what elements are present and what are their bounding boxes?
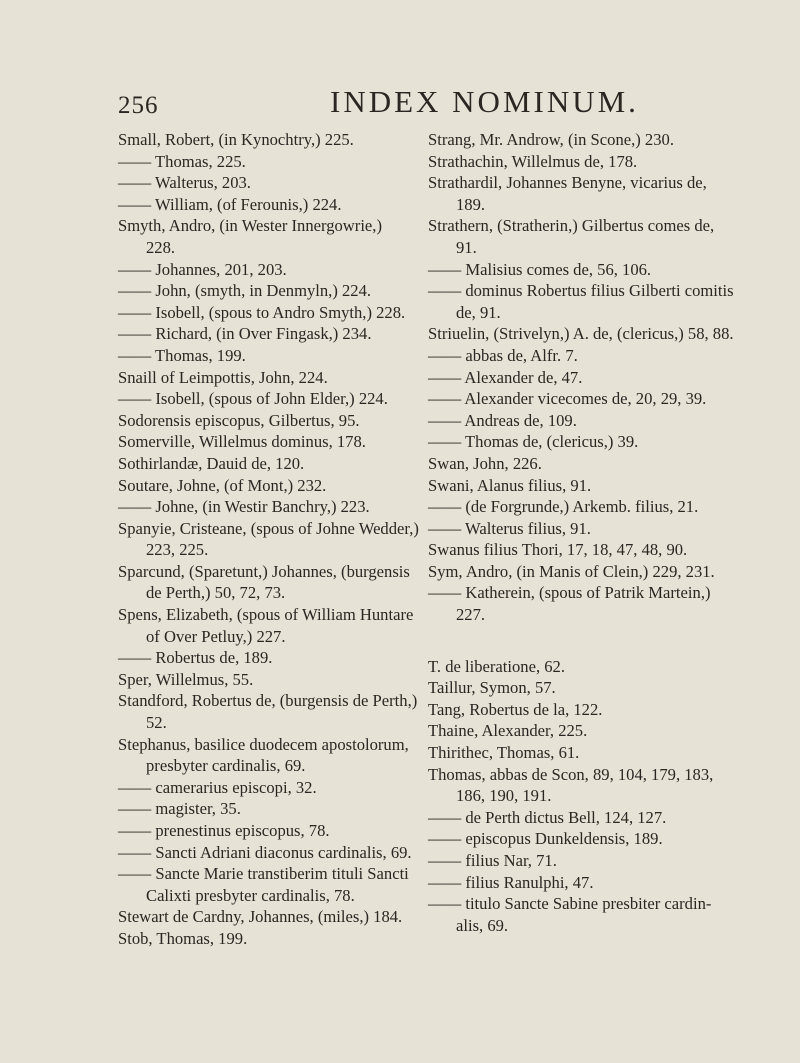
page-title: INDEX NOMINUM. [330,84,639,119]
right-column-t-entries [428,656,768,937]
entry-continuation: 52. [146,713,167,733]
entry-continuation: 227. [456,605,486,625]
index-entry [118,906,418,928]
index-entry [118,690,418,733]
entry-continuation: de, 91. [456,302,501,322]
entry-line: Sper, Willelmus, 55. [118,669,254,689]
entry-line: Swanus filius Thori, 17, 18, 47, 48, 90. [428,540,688,560]
index-entry [118,302,418,324]
entry-line: Snaill of Leimpottis, John, 224. [118,367,328,387]
index-entry [428,475,768,497]
index-entry [428,677,768,699]
index-entry [118,323,418,345]
entry-line: —— titulo Sancte Sabine presbiter cardin- [428,894,712,914]
index-entry [428,518,768,540]
index-entry [118,129,418,151]
entry-line: —— William, (of Ferounis,) 224. [118,194,342,214]
index-entry [118,151,418,173]
index-entry [118,798,418,820]
entry-line: —— Andreas de, 109. [428,410,577,430]
entry-line: Sym, Andro, (in Manis of Clein,) 229, 231. [428,561,715,581]
index-entry [118,863,418,906]
entry-continuation: of Over Petluy,) 227. [146,626,286,646]
index-entry [428,561,768,583]
entry-line: —— Katherein, (spous of Patrik Martein,) [428,583,711,603]
entry-line: Stewart de Cardny, Johannes, (miles,) 184. [118,907,403,927]
index-entry [118,777,418,799]
entry-line: —— Sancti Adriani diaconus cardinalis, 69. [118,842,412,862]
entry-continuation: presbyter cardinalis, 69. [146,756,306,776]
index-entry [428,129,768,151]
page-number: 256 [118,92,159,119]
entry-line: Strang, Mr. Androw, (in Scone,) 230. [428,130,674,149]
index-entry [428,259,768,281]
entry-continuation: 228. [146,237,176,257]
index-entry [428,893,768,936]
index-entry [428,699,768,721]
entry-line: Swani, Alanus filius, 91. [428,475,592,495]
entry-line: Swan, John, 226. [428,453,542,473]
index-entry [428,582,768,625]
entry-line: —— Robertus de, 189. [118,648,273,668]
entry-line: Sodorensis episcopus, Gilbertus, 95. [118,410,360,430]
index-entry [118,215,418,258]
entry-line: Striuelin, (Strivelyn,) A. de, (clericus,) 58, 88. [428,324,734,344]
index-entry [428,345,768,367]
entry-line: —— Johannes, 201, 203. [118,259,287,279]
index-entry [428,496,768,518]
index-entry [118,604,418,647]
index-entry [428,453,768,475]
index-entry [428,764,768,807]
entry-line: Taillur, Symon, 57. [428,678,556,698]
entry-continuation: alis, 69. [456,915,509,935]
index-entry [428,872,768,894]
index-entry [118,820,418,842]
entry-line: —— Alexander vicecomes de, 20, 29, 39. [428,389,707,409]
entry-line: —— (de Forgrunde,) Arkemb. filius, 21. [428,497,699,517]
entry-line: —— magister, 35. [118,799,241,819]
right-column-s-entries [428,129,768,626]
entry-continuation: 91. [456,237,477,257]
entry-line: —— Thomas, 199. [118,345,246,365]
entry-line: —— abbas de, Alfr. 7. [428,345,578,365]
entry-line: Sparcund, (Sparetunt,) Johannes, (burgensis [118,561,410,581]
index-entry [118,842,418,864]
entry-line: Thaine, Alexander, 225. [428,721,588,741]
right-column [428,129,768,936]
entry-line: —— camerarius episcopi, 32. [118,777,317,797]
entry-line: Stephanus, basilice duodecem apostolorum, [118,734,409,754]
entry-line: T. de liberatione, 62. [428,656,566,676]
entry-line: —— Malisius comes de, 56, 106. [428,259,652,279]
entry-continuation: 189. [456,194,486,214]
entry-line: —— Thomas, 225. [118,151,246,171]
index-entry [118,410,418,432]
index-entry [118,734,418,777]
index-entry [428,720,768,742]
entry-line: —— Richard, (in Over Fingask,) 234. [118,324,372,344]
entry-line: —— de Perth dictus Bell, 124, 127. [428,807,667,827]
entry-line: Smyth, Andro, (in Wester Innergowrie,) [118,216,382,236]
index-entry [118,561,418,604]
entry-continuation: 186, 190, 191. [456,786,552,806]
entry-line: Strathardil, Johannes Benyne, vicarius de, [428,173,707,193]
entry-line: Somerville, Willelmus dominus, 178. [118,432,366,452]
entry-line: Spanyie, Cristeane, (spous of Johne Wedder,) [118,518,419,538]
entry-line: Thomas, abbas de Scon, 89, 104, 179, 183, [428,764,714,784]
entry-line: —— Isobell, (spous of John Elder,) 224. [118,389,388,409]
entry-line: —— Sancte Marie transtiberim tituli Sancti [118,864,409,884]
entry-line: —— prenestinus episcopus, 78. [118,821,330,840]
entry-line: Stob, Thomas, 199. [118,928,248,948]
index-entry [428,850,768,872]
entry-line: —— filius Nar, 71. [428,851,557,870]
index-entry [428,828,768,850]
entry-continuation: de Perth,) 50, 72, 73. [146,583,286,603]
index-entry [118,518,418,561]
entry-line: —— Johne, (in Westir Banchry,) 223. [118,497,370,517]
entry-continuation: Calixti presbyter cardinalis, 78. [146,885,355,905]
entry-line: Sothirlandæ, Dauid de, 120. [118,453,305,473]
index-entry [118,367,418,389]
entry-line: Strathern, (Stratherin,) Gilbertus comes de, [428,216,715,236]
entry-line: Strathachin, Willelmus de, 178. [428,151,638,171]
entry-line: Thirithec, Thomas, 61. [428,743,580,763]
entry-line: —— episcopus Dunkeldensis, 189. [428,829,663,849]
index-entry [118,928,418,950]
entry-line: —— Isobell, (spous to Andro Smyth,) 228. [118,302,406,322]
index-entry [428,367,768,389]
entry-line: Soutare, Johne, (of Mont,) 232. [118,475,327,495]
index-entry [428,410,768,432]
index-entry [428,656,768,678]
index-entry [118,388,418,410]
entry-line: —— John, (smyth, in Denmyln,) 224. [118,281,372,301]
index-entry [118,345,418,367]
index-entry [118,669,418,691]
entry-line: —— dominus Robertus filius Gilberti comitis [428,281,734,301]
index-entry [428,539,768,561]
entry-continuation: 223, 225. [146,540,209,560]
entry-line: Tang, Robertus de la, 122. [428,699,603,719]
left-column [118,129,418,950]
index-entry [428,742,768,764]
index-entry [428,172,768,215]
index-entry [428,280,768,323]
index-entry [118,496,418,518]
index-entry [118,172,418,194]
index-entry [428,215,768,258]
index-entry [428,388,768,410]
index-entry [118,259,418,281]
entry-line: —— Alexander de, 47. [428,367,583,387]
index-entry [118,280,418,302]
section-gap [428,626,768,656]
entry-line: Small, Robert, (in Kynochtry,) 225. [118,130,354,149]
entry-line: —— filius Ranulphi, 47. [428,872,594,892]
index-entry [428,323,768,345]
index-entry [118,194,418,216]
entry-line: —— Walterus filius, 91. [428,518,591,538]
index-entry [428,151,768,173]
index-entry [118,647,418,669]
entry-line: Standford, Robertus de, (burgensis de Perth,) [118,691,418,711]
index-entry [118,453,418,475]
entry-line: Spens, Elizabeth, (spous of William Huntare [118,605,414,625]
index-entry [428,807,768,829]
index-entry [118,475,418,497]
index-entry [118,431,418,453]
entry-line: —— Thomas de, (clericus,) 39. [428,432,639,452]
entry-line: —— Walterus, 203. [118,173,251,193]
index-entry [428,431,768,453]
